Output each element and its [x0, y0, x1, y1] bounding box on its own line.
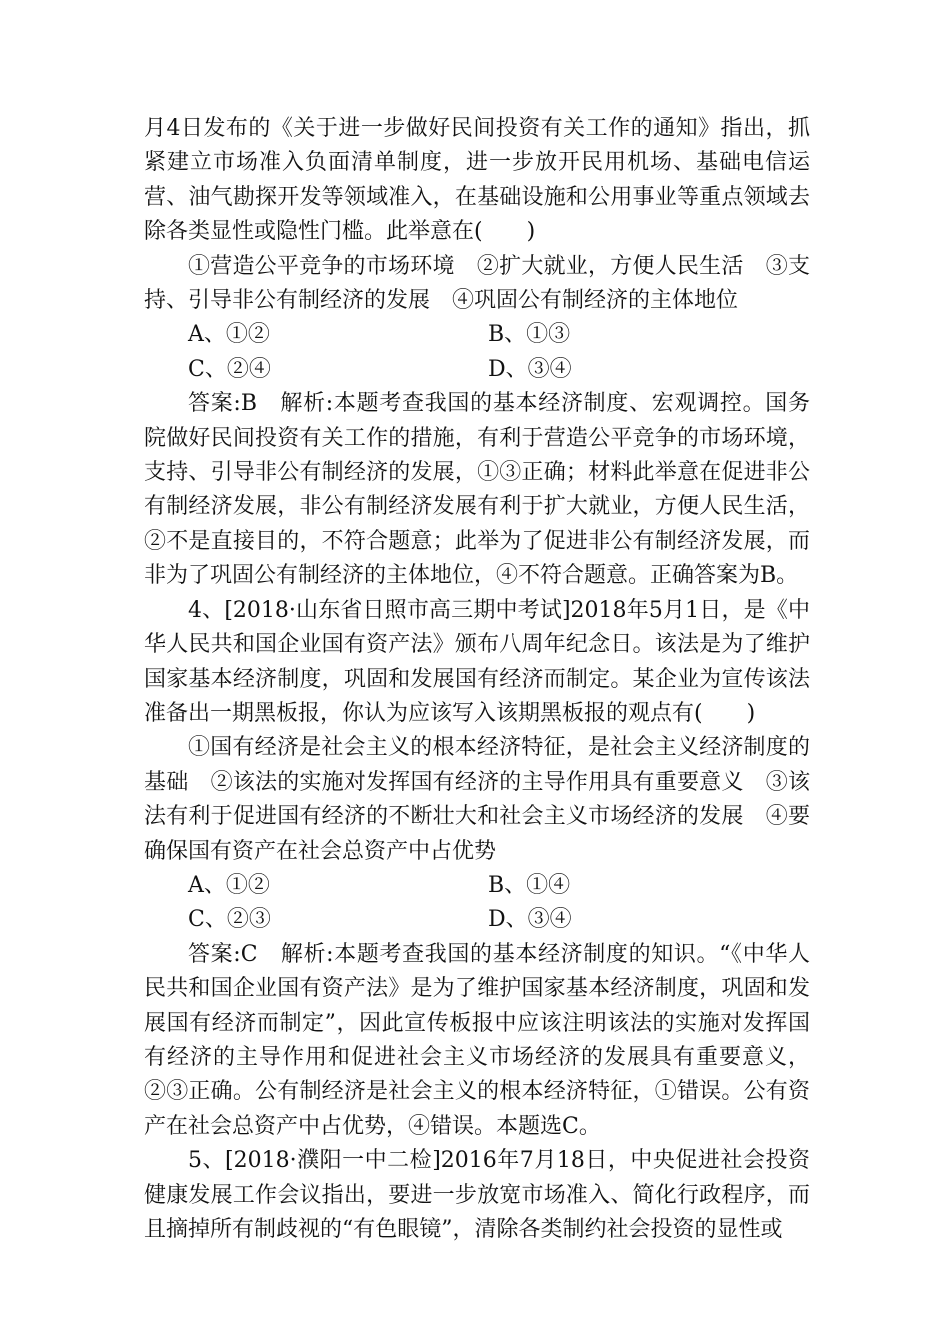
document-page: [144, 112, 810, 1247]
q5-stem: 5、[2018·濮阳一中二检]2016年7月18日，中央促进社会投资健康发展工作会议指出，要进一步放宽市场准入、简化行政程序，而且摘掉所有制歧视的“有色眼镜”，清除各类制约社会投资的显性或: [144, 1148, 810, 1242]
q4-option-a: A、①②: [188, 872, 270, 898]
q3-statements: ①营造公平竞争的市场环境 ②扩大就业，方便人民生活 ③支持、引导非公有制经济的发展 ④巩固公有制经济的主体地位: [144, 253, 810, 314]
q3-option-b: B、①③: [488, 322, 571, 348]
q4-options-row-1: [144, 869, 810, 903]
q4-option-c: C、②③: [188, 907, 271, 933]
q4-stem: 4、[2018·山东省日照市高三期中考试]2018年5月1日，是《中华人民共和国企业国有资产法》颁布八周年纪念日。该法是为了维护国家基本经济制度，巩固和发展国有经济而制定。某企业为宣传该法准备出一期黑板报，你认为应该写入该期黑板报的观点有( ): [144, 597, 810, 726]
q3-options-row-1: [144, 318, 810, 352]
q3-option-a: A、①②: [188, 322, 270, 348]
q4-option-d: D、③④: [488, 907, 572, 933]
q4-statements: ①国有经济是社会主义的根本经济特征，是社会主义经济制度的基础 ②该法的实施对发挥国有经济的主导作用具有重要意义 ③该法有利于促进国有经济的不断壮大和社会主义市场经济的发展 ④要确保国有资产在社会总资产中占优势: [144, 735, 810, 864]
q3-answer: 答案:B 解析:本题考查我国的基本经济制度、宏观调控。国务院做好民间投资有关工作的措施，有利于营造公平竞争的市场环境，支持、引导非公有制经济的发展，①③正确；材料此举意在促进非公有制经济发展，非公有制经济发展有利于扩大就业，方便人民生活，②不是直接目的，不符合题意；此举为了促进非公有制经济发展，而非为了巩固公有制经济的主体地位，④不符合题意。正确答案为B。: [144, 391, 810, 589]
q4-options-row-2: [144, 903, 810, 937]
q4-option-b: B、①④: [488, 872, 571, 898]
q4-answer: 答案:C 解析:本题考查我国的基本经济制度的知识。“《中华人民共和国企业国有资产法》是为了维护国家基本经济制度，巩固和发展国有经济而制定”，因此宣传板报中应该注明该法的实施对发挥国有经济的主导作用和促进社会主义市场经济的发展具有重要意义，②③正确。公有制经济是社会主义的根本经济特征，①错误。公有资产在社会总资产中占优势，④错误。本题选C。: [144, 941, 811, 1139]
q3-options-row-2: [144, 353, 810, 387]
q3-option-c: C、②④: [188, 356, 271, 382]
q3-stem: 月4日发布的《关于进一步做好民间投资有关工作的通知》指出，抓紧建立市场准入负面清单制度，进一步放开民用机场、基础电信运营、油气勘探开发等领域准入，在基础设施和公用事业等重点领域去除各类显性或隐性门槛。此举意在( ): [144, 116, 810, 245]
q3-option-d: D、③④: [488, 356, 572, 382]
